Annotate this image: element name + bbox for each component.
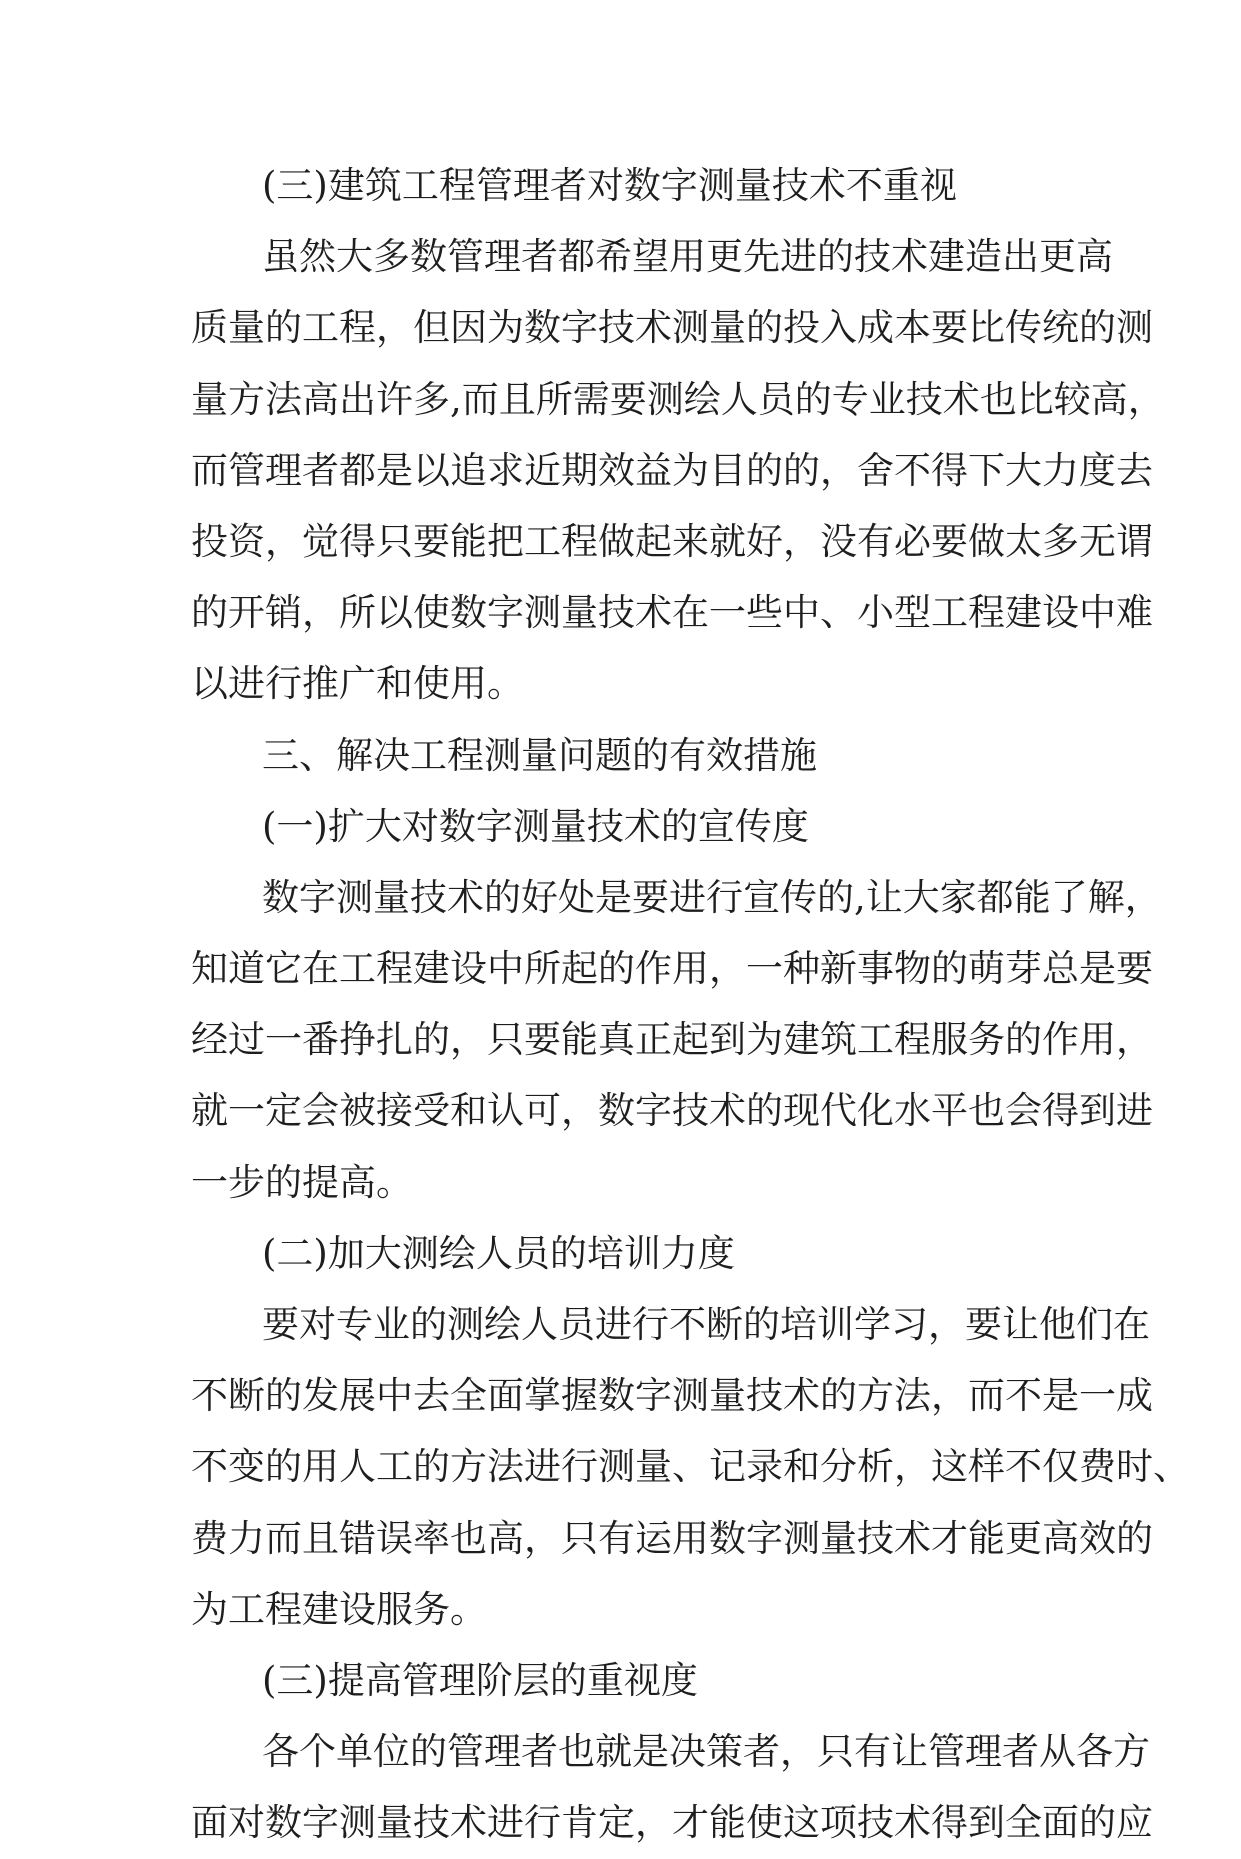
paragraph-line: 就一定会被接受和认可，数字技术的现代化水平也会得到进 xyxy=(191,1089,1153,1133)
section-heading: (一)扩大对数字测量技术的宣传度 xyxy=(262,804,809,848)
paragraph-line: 不变的用人工的方法进行测量、记录和分析，这样不仅费时、 xyxy=(191,1445,1190,1489)
paragraph-line: 虽然大多数管理者都希望用更先进的技术建造出更高 xyxy=(262,235,1113,279)
paragraph-line: 以进行推广和使用。 xyxy=(191,662,524,706)
paragraph-line: 质量的工程，但因为数字技术测量的投入成本要比传统的测 xyxy=(191,306,1153,350)
paragraph-line: 投资，觉得只要能把工程做起来就好，没有必要做太多无谓 xyxy=(191,519,1153,563)
paragraph-line: 为工程建设服务。 xyxy=(191,1587,487,1631)
section-heading: (三)建筑工程管理者对数字测量技术不重视 xyxy=(262,164,957,207)
paragraph-line: 各个单位的管理者也就是决策者，只有让管理者从各方 xyxy=(262,1730,1150,1774)
section-heading: 三、解决工程测量问题的有效措施 xyxy=(262,733,817,777)
section-heading: (三)提高管理阶层的重视度 xyxy=(262,1658,698,1702)
paragraph-line: 不断的发展中去全面掌握数字测量技术的方法，而不是一成 xyxy=(191,1374,1153,1418)
document-body xyxy=(191,150,1190,1859)
paragraph-line: 一步的提高。 xyxy=(191,1160,413,1204)
section-heading: (二)加大测绘人员的培训力度 xyxy=(262,1231,735,1275)
paragraph-line: 而管理者都是以追求近期效益为目的的，舍不得下大力度去 xyxy=(191,448,1153,492)
paragraph-line: 经过一番挣扎的，只要能真正起到为建筑工程服务的作用， xyxy=(191,1018,1153,1062)
paragraph-line: 费力而且错误率也高，只有运用数字测量技术才能更高效的 xyxy=(191,1516,1153,1560)
paragraph-line: 数字测量技术的好处是要进行宣传的,让大家都能了解， xyxy=(262,875,1162,919)
paragraph-line: 量方法高出许多,而且所需要测绘人员的专业技术也比较高， xyxy=(191,377,1165,421)
paragraph-line: 要对专业的测绘人员进行不断的培训学习，要让他们在 xyxy=(262,1303,1150,1346)
paragraph-line: 面对数字测量技术进行肯定，才能使这项技术得到全面的应 xyxy=(191,1801,1153,1845)
paragraph-line: 知道它在工程建设中所起的作用，一种新事物的萌芽总是要 xyxy=(191,947,1153,991)
paragraph-line: 的开销，所以使数字测量技术在一些中、小型工程建设中难 xyxy=(191,591,1153,635)
